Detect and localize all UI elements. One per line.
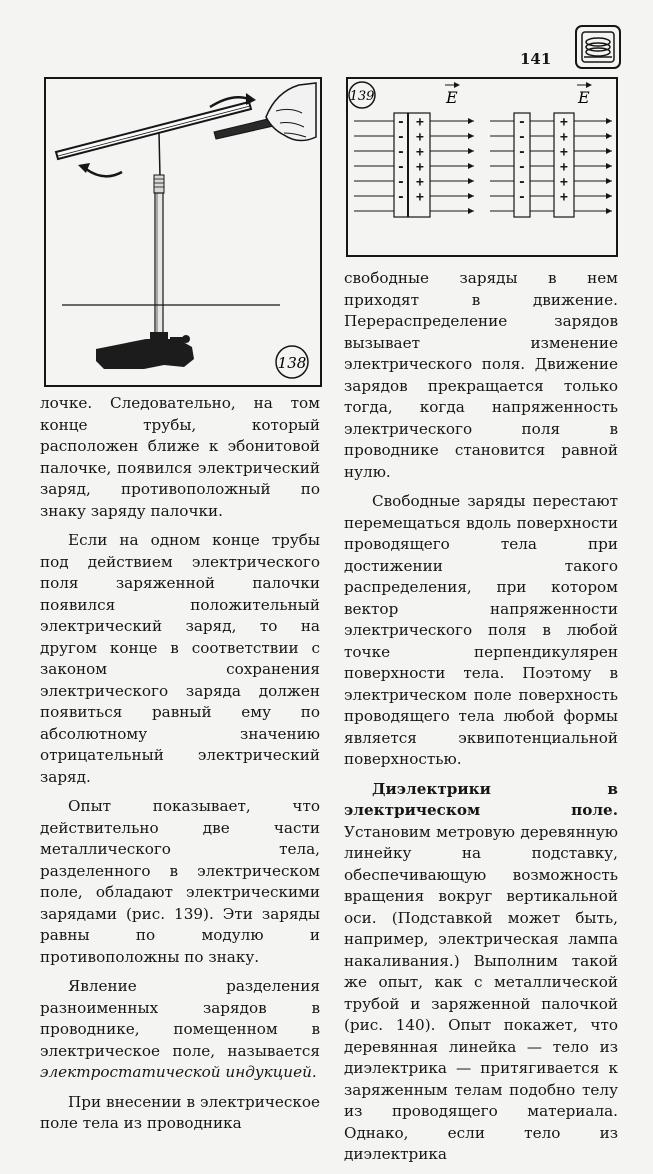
charge-sign: + bbox=[560, 190, 568, 205]
paragraph: свободные заряды в нем приходят в движение. Перераспределение зарядов вызывает изменение электрического поля. Движение зарядов прекращается только тогда, когда напряженность электрического поля в проводнике становится равной нулю. bbox=[344, 269, 618, 481]
figure-139 bbox=[346, 77, 618, 257]
charge-sign: - bbox=[397, 190, 405, 205]
paragraph-text: Явление разделения разноименных зарядов в проводнике, помещенном в электрическое поле, называется bbox=[40, 977, 320, 1060]
charge-sign: - bbox=[397, 145, 405, 160]
charge-sign: + bbox=[560, 130, 568, 145]
charge-sign: + bbox=[416, 115, 424, 130]
charge-sign: - bbox=[518, 190, 526, 205]
charge-sign: - bbox=[518, 130, 526, 145]
field-label-left: E bbox=[446, 88, 458, 107]
paragraph bbox=[344, 779, 618, 1166]
text-column-left bbox=[40, 393, 320, 1143]
paragraph-text: Установим метровую деревянную линейку на подставку, обеспечивающую возможность вращения вокруг вертикальной оси. (Подставкой может быть, например, электрическая лампа накаливания.) Выполним такой же опыт, как с металлической трубой и заряженной палочкой (рис. 140). Опыт покажет, что деревянная линейка — тело из диэлектрика — притягивается к заряженным телам подобно телу из проводящего материала. Однако, если тело из диэлектрика bbox=[344, 822, 618, 1163]
charge-sign: - bbox=[518, 145, 526, 160]
page-number: 141 bbox=[520, 50, 552, 68]
charge-sign: + bbox=[416, 130, 424, 145]
charge-sign: - bbox=[518, 160, 526, 175]
figure-138 bbox=[44, 77, 322, 387]
electroscope-tube-illustration bbox=[56, 83, 316, 369]
paragraph: лочке. Следовательно, на том конце трубы, который расположен ближе к эбонитовой палочке, появился электрический заряд, противоположный по знаку заряду палочки. bbox=[40, 394, 320, 520]
paragraph: Свободные заряды перестают перемещаться вдоль поверхности проводящего тела при достижении такого распределения, при котором вектор напряженности электрического поля в любой точке перпендикулярен поверхности тела. Поэтому в электрическом поле поверхность проводящего тела любой формы является эквипотенциальной поверхностью. bbox=[344, 492, 618, 768]
charge-sign: + bbox=[416, 160, 424, 175]
charge-sign: + bbox=[416, 145, 424, 160]
charge-sign: - bbox=[518, 115, 526, 130]
field-label-right: E bbox=[578, 88, 590, 107]
section-heading-dielectrics: Диэлектрики в электрическом поле. bbox=[344, 779, 618, 819]
figure-138-label: 138 bbox=[277, 354, 307, 372]
coil-magnet-icon bbox=[574, 24, 622, 70]
charge-sign: - bbox=[397, 160, 405, 175]
text-column-right bbox=[344, 268, 618, 1174]
charge-sign: + bbox=[560, 115, 568, 130]
figure-139-label: 139 bbox=[349, 89, 375, 104]
charge-sign: - bbox=[397, 115, 405, 130]
charge-sign: + bbox=[560, 175, 568, 190]
paragraph: Если на одном конце трубы под действием электрического поля заряженной палочки появился положительный электрический заряд, то на другом конце в соответствии с законом сохранения электрического заряда должен появиться равный ему по абсолютному значению отрицательный электрический заряд. bbox=[40, 531, 320, 786]
charge-sign: + bbox=[416, 175, 424, 190]
term-electrostatic-induction: электростатической индукцией. bbox=[40, 1063, 317, 1081]
paragraph bbox=[40, 976, 320, 1084]
field-lines-right bbox=[490, 121, 612, 211]
paragraph: При внесении в электрическое поле тела из проводника bbox=[40, 1092, 320, 1132]
charge-sign: + bbox=[560, 160, 568, 175]
charge-sign: + bbox=[560, 145, 568, 160]
paragraph: Опыт показывает, что действительно две части металлического тела, разделенного в электрическом поле, обладают электрическими зарядами (рис. 139). Эти заряды равны по модулю и противоположны по знаку. bbox=[40, 797, 320, 966]
charge-sign: - bbox=[397, 130, 405, 145]
charge-sign: + bbox=[416, 190, 424, 205]
charge-sign: - bbox=[397, 175, 405, 190]
charge-sign: - bbox=[518, 175, 526, 190]
